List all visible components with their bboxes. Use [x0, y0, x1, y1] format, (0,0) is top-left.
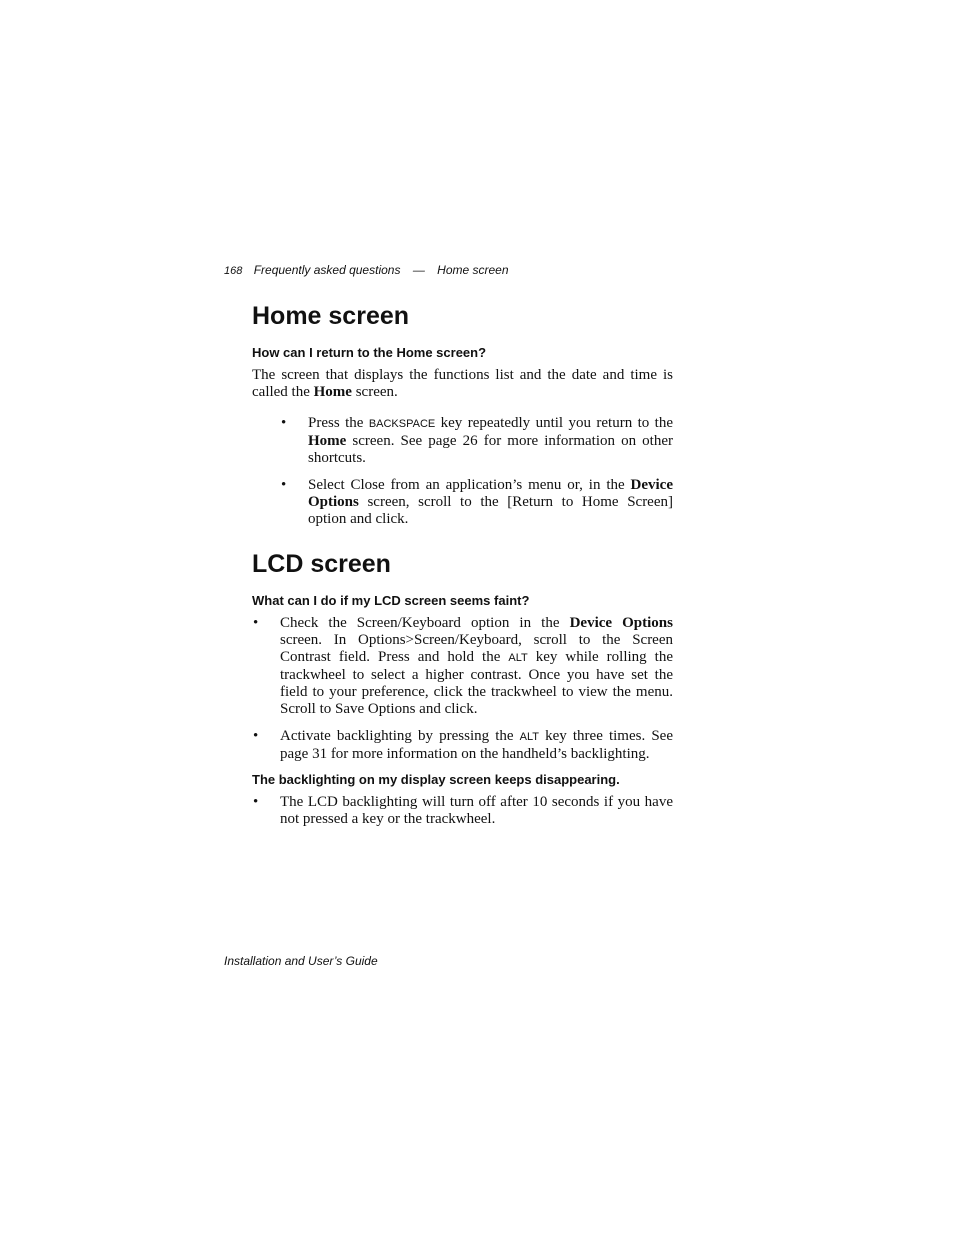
header-dash: —	[412, 263, 425, 277]
text: Activate backlighting by pressing the	[280, 728, 520, 744]
bullet-mark: •	[281, 477, 287, 493]
lcd-question-1: What can I do if my LCD screen seems faint?	[252, 593, 530, 608]
text: Select Close from an application’s menu or, in the	[308, 477, 631, 493]
home-bullet-1	[308, 415, 673, 467]
list-item	[253, 794, 673, 828]
home-intro-text-a: The screen that displays the functions list and the date and time is called the	[252, 367, 673, 400]
home-intro-bold: Home	[313, 384, 352, 400]
bullet-mark: •	[253, 728, 259, 744]
lcd-screen-heading: LCD screen	[252, 550, 391, 578]
home-screen-heading: Home screen	[252, 302, 410, 330]
lcd-q2-bullet-1: The LCD backlighting will turn off after 10 seconds if you have not pressed a key or the trackwheel.	[280, 794, 673, 827]
lcd-bullet-list-2	[252, 794, 673, 828]
text: Check the Screen/Keyboard option in the	[280, 615, 570, 631]
running-header	[224, 263, 509, 277]
text: key while rolling the trackwheel to select a higher contrast. Once you have set the field to your preference, click the trackwheel to view the menu. Scroll to Save Options and click.	[280, 649, 673, 717]
bullet-mark: •	[281, 415, 287, 431]
home-intro	[252, 367, 673, 401]
header-chapter: Frequently asked questions	[253, 263, 401, 277]
header-section: Home screen	[437, 263, 509, 277]
list-item	[281, 477, 673, 528]
list-item	[253, 615, 673, 718]
alt-key-label: ALT	[519, 731, 540, 743]
lcd-bullet-2	[280, 728, 673, 763]
text: screen. See page 26 for more information on other shortcuts.	[308, 433, 673, 466]
page-content	[252, 300, 673, 828]
text: screen, scroll to the [Return to Home Screen] option and click.	[308, 494, 673, 527]
lcd-bullet-1	[280, 615, 673, 718]
lcd-question-2: The backlighting on my display screen keeps disappearing.	[252, 772, 620, 787]
bold-term: Home	[308, 433, 347, 449]
text: key repeatedly until you return to the	[435, 415, 673, 431]
backspace-key-label: BACKSPACE	[368, 418, 436, 430]
text: screen. In Options>Screen/Keyboard, scroll to the Screen Contrast field. Press and hold the	[280, 632, 673, 665]
bullet-mark: •	[253, 615, 259, 631]
alt-key-label: ALT	[508, 652, 528, 664]
bold-term: Device Options	[569, 615, 673, 631]
text: Press the	[308, 415, 369, 431]
text: key three times. See page 31 for more information on the handheld’s backlighting.	[280, 728, 673, 762]
lcd-bullet-list-1	[252, 615, 673, 763]
home-question: How can I return to the Home screen?	[252, 345, 487, 360]
home-bullet-list	[252, 415, 673, 528]
list-item	[281, 415, 673, 467]
list-item	[253, 728, 673, 763]
home-bullet-2	[308, 477, 673, 528]
bold-term: Device Options	[308, 477, 673, 510]
page-footer: Installation and User’s Guide	[224, 954, 378, 968]
home-intro-text-b: screen.	[351, 384, 398, 400]
page-number: 168	[224, 265, 243, 277]
bullet-mark: •	[253, 794, 259, 810]
